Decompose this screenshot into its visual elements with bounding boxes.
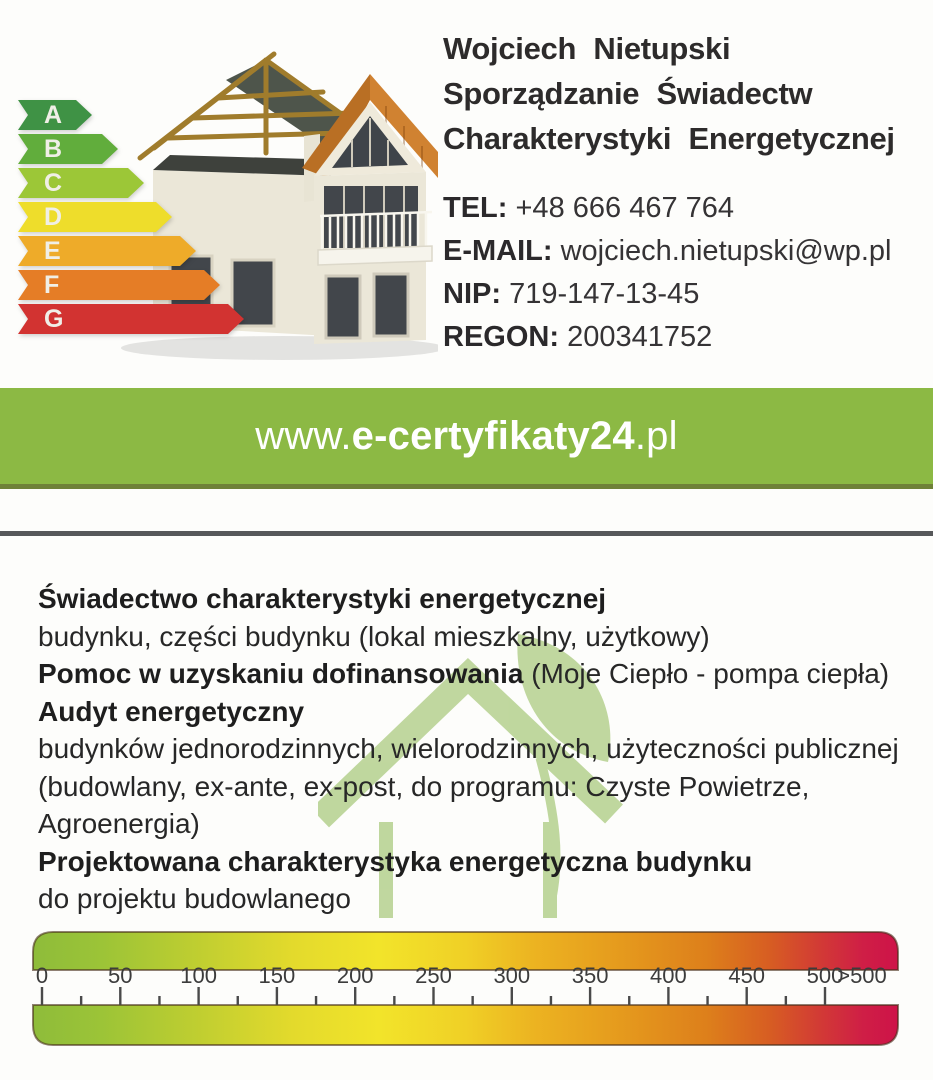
energy-arrow-g xyxy=(18,304,244,334)
energy-arrow-b xyxy=(18,134,118,164)
url-prefix: www. xyxy=(255,413,352,458)
scale-tick-label: >500 xyxy=(837,963,887,988)
tel-label: TEL: xyxy=(443,192,508,224)
scale-tick-label: 450 xyxy=(728,963,766,988)
business-subtitle-line2: Charakterystyki Energetycznej xyxy=(443,121,895,156)
business-subtitle-line1: Sporządzanie Świadectw xyxy=(443,76,813,111)
scale-bottom-bar xyxy=(33,1005,898,1045)
contact-row-regon xyxy=(443,316,891,359)
scale-tick-label: 500 xyxy=(806,963,844,988)
services-list xyxy=(38,580,918,918)
scale-tick-label: 50 xyxy=(108,963,133,988)
scale-tick-label: 300 xyxy=(493,963,531,988)
contact-row-nip xyxy=(443,273,891,316)
scale-tick-label: 0 xyxy=(35,963,49,988)
service-line: Projektowana charakterystyka energetyczna budynku xyxy=(38,845,753,877)
url-suffix: .pl xyxy=(634,413,678,458)
contact-row-tel xyxy=(443,187,891,230)
tel-value: +48 666 467 764 xyxy=(515,192,735,224)
website-banner xyxy=(0,388,933,489)
service-line: Pomoc w uzyskaniu dofinansowania (Moje Ciepło - pompa ciepła) xyxy=(38,658,890,689)
service-line: budynków jednorodzinnych, wielorodzinnych, użyteczności publicznej xyxy=(38,733,899,764)
energy-letter: D xyxy=(44,203,63,231)
energy-arrow-d xyxy=(18,202,172,232)
owner-name: Wojciech Nietupski xyxy=(443,31,731,66)
energy-letter: C xyxy=(44,169,63,197)
scale-tick-label: 350 xyxy=(571,963,609,988)
service-line: budynku, części budynku (lokal mieszkalny, użytkowy) xyxy=(38,620,710,652)
service-line: Audyt energetyczny xyxy=(38,695,305,727)
horizontal-divider xyxy=(0,531,933,536)
nip-label: NIP: xyxy=(443,278,501,310)
url-domain: e-certyfikaty24 xyxy=(351,413,635,458)
scale-ticks xyxy=(42,987,825,1005)
scale-tick-label: 100 xyxy=(180,963,217,988)
service-line: (budowlany, ex-ante, ex-post, do programu: Czyste Powietrze, xyxy=(38,770,810,802)
service-line: Agroenergia) xyxy=(38,808,200,839)
energy-letter: E xyxy=(44,237,61,265)
scale-tick-label: 250 xyxy=(415,963,452,988)
website-url xyxy=(255,414,677,459)
service-line: do projektu budowlanego xyxy=(38,883,351,914)
email-label: E-MAIL: xyxy=(443,235,553,267)
regon-value: 200341752 xyxy=(567,321,713,353)
energy-arrow-f xyxy=(18,270,220,300)
email-value: wojciech.nietupski@wp.pl xyxy=(560,235,892,267)
scale-tick-label: 150 xyxy=(258,963,296,988)
energy-letter: B xyxy=(44,135,63,163)
contact-row-email xyxy=(443,230,891,273)
energy-consumption-scale xyxy=(0,925,933,1055)
energy-arrow-e xyxy=(18,236,196,266)
energy-rating-arrows xyxy=(18,100,268,360)
scale-tick-label: 400 xyxy=(650,963,687,988)
contact-block xyxy=(443,187,891,359)
nip-value: 719-147-13-45 xyxy=(509,278,700,310)
scale-top-bar xyxy=(33,932,898,970)
energy-letter: F xyxy=(44,271,60,299)
service-line: Świadectwo charakterystyki energetycznej xyxy=(38,583,607,614)
owner-name-block xyxy=(443,26,895,161)
energy-arrow-c xyxy=(18,168,144,198)
energy-letter: A xyxy=(44,101,63,129)
regon-label: REGON: xyxy=(443,321,559,353)
scale-tick-label: 200 xyxy=(336,963,374,988)
energy-letter: G xyxy=(44,305,64,333)
energy-arrow-a xyxy=(18,100,92,130)
